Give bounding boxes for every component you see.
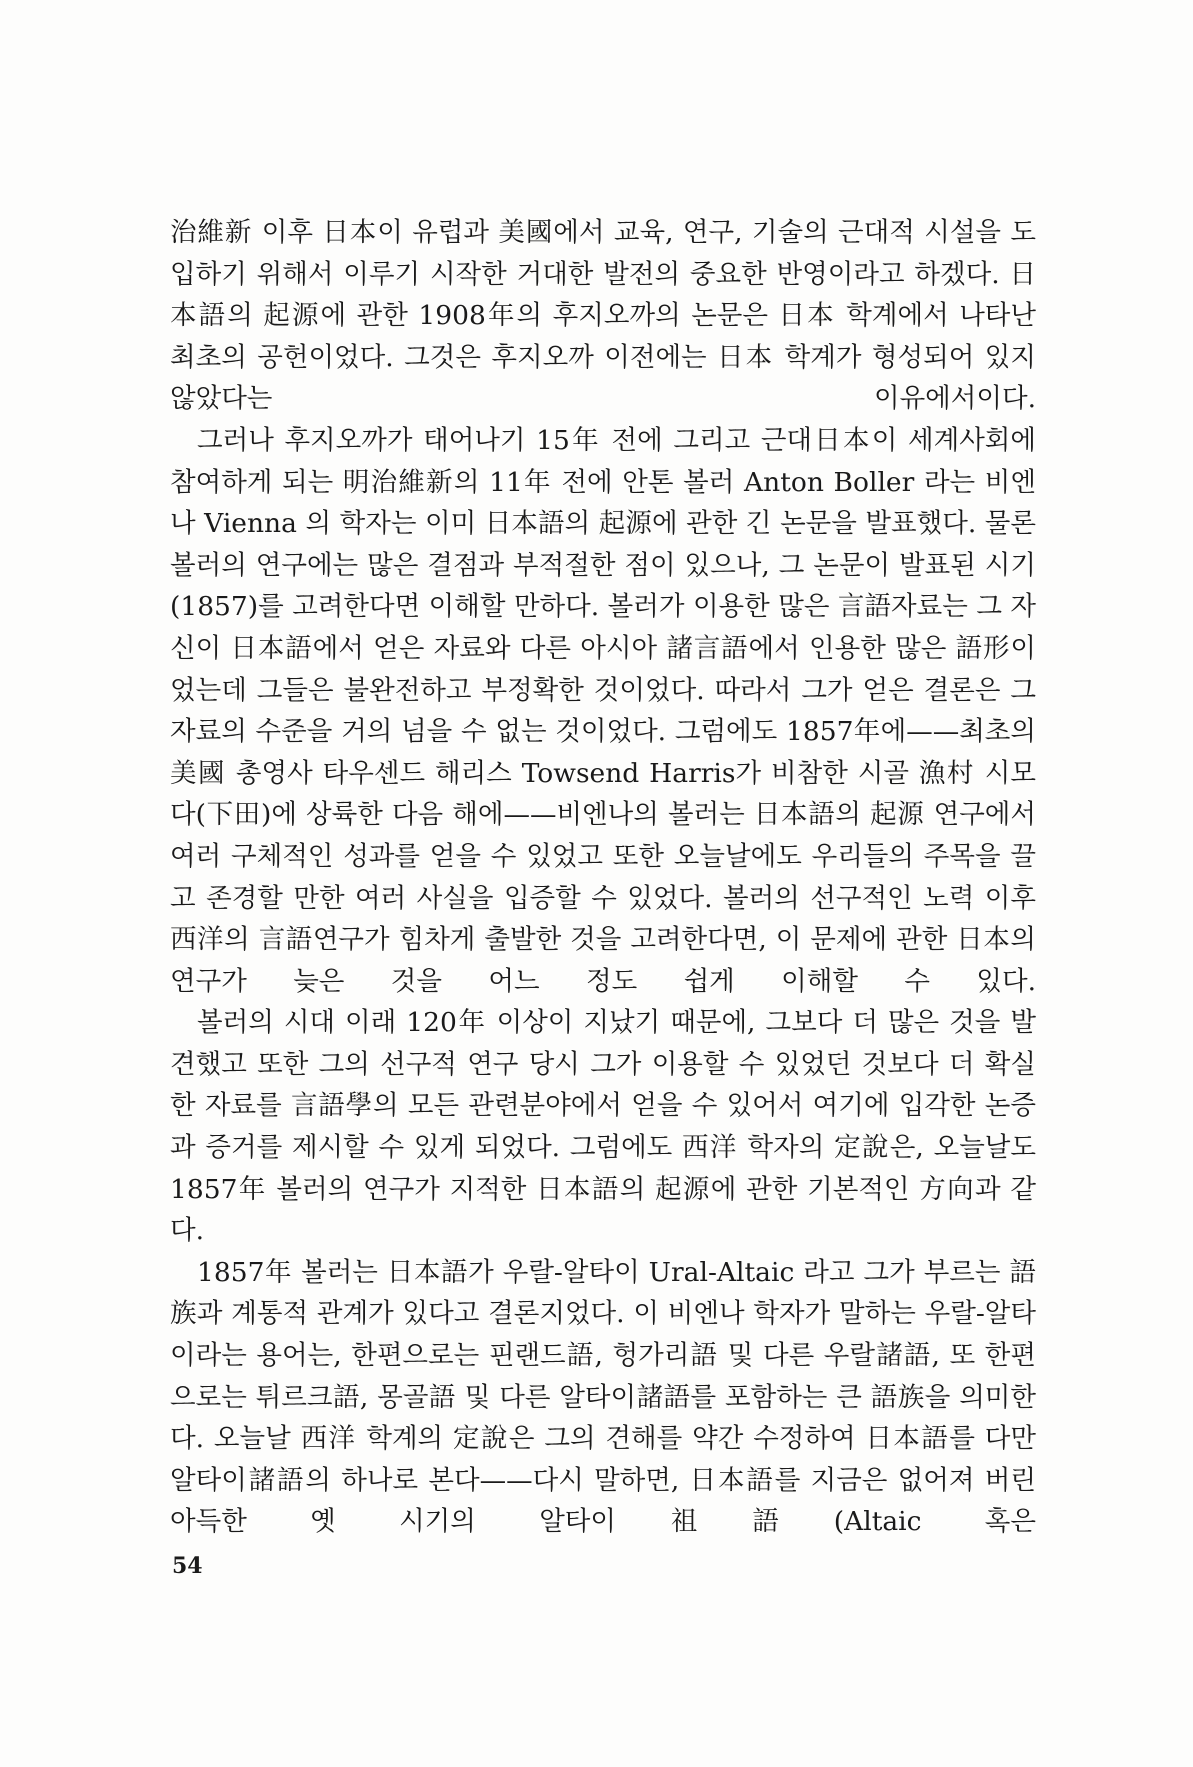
body-text xyxy=(170,212,1036,1543)
paragraph-3: 볼러의 시대 이래 120年 이상이 지났기 때문에, 그보다 더 많은 것을 발견했고 또한 그의 선구적 연구 당시 그가 이용할 수 있었던 것보다 더 확실한 자료를 言語學의 모든 관련분야에서 얻을 수 있어서 여기에 입각한 논증과 증거를 제시할 수 있게 되었다. 그럼에도 西洋 학자의 定說은, 오늘날도 1857年 볼러의 연구가 지적한 日本語의 起源에 관한 기본적인 方向과 같다. xyxy=(170,1007,1036,1247)
paragraph-1: 治維新 이후 日本이 유럽과 美國에서 교육, 연구, 기술의 근대적 시설을 도입하기 위해서 이루기 시작한 거대한 발전의 중요한 반영이라고 하겠다. 日本語의 起源에 관한 1908年의 후지오까의 논문은 日本 학계에서 나타난 최초의 공헌이었다. 그것은 후지오까 이전에는 日本 학계가 형성되어 있지 않았다는 이유에서이다. xyxy=(170,217,1036,415)
page-number: 54 xyxy=(172,1553,203,1579)
paragraph-2: 그러나 후지오까가 태어나기 15年 전에 그리고 근대日本이 세계사회에 참여하게 되는 明治維新의 11年 전에 안톤 볼러 Anton Boller 라는 비엔나 Vienna 의 학자는 이미 日本語의 起源에 관한 긴 논문을 발표했다. 물론 볼러의 연구에는 많은 결점과 부적절한 점이 있으나, 그 논문이 발표된 시기(1857)를 고려한다면 이해할 만하다. 볼러가 이용한 많은 言語자료는 그 자신이 日本語에서 얻은 자료와 다른 아시아 諸言語에서 인용한 많은 語形이었는데 그들은 불완전하고 부정확한 것이었다. 따라서 그가 얻은 결론은 그 자료의 수준을 거의 넘을 수 없는 것이었다. 그럼에도 1857年에——최초의 美國 총영사 타우센드 해리스 Towsend Harris가 비참한 시골 漁村 시모다(下田)에 상륙한 다음 해에——비엔나의 볼러는 日本語의 起源 연구에서 여러 구체적인 성과를 얻을 수 있었고 또한 오늘날에도 우리들의 주목을 끌고 존경할 만한 여러 사실을 입증할 수 있었다. 볼러의 선구적인 노력 이후 西洋의 言語연구가 힘차게 출발한 것을 고려한다면, 이 문제에 관한 日本의 연구가 늦은 것을 어느 정도 쉽게 이해할 수 있다. xyxy=(170,424,1037,997)
paragraph-4: 1857年 볼러는 日本語가 우랄-알타이 Ural-Altaic 라고 그가 부르는 語族과 계통적 관계가 있다고 결론지었다. 이 비엔나 학자가 말하는 우랄-알타이라는 용어는, 한편으로는 핀랜드語, 헝가리語 및 다른 우랄諸語, 또 한편으로는 튀르크語, 몽골語 및 다른 알타이諸語를 포함하는 큰 語族을 의미한다. 오늘날 西洋 학계의 定說은 그의 견해를 약간 수정하여 日本語를 다만 알타이諸語의 하나로 본다——다시 말하면, 日本語를 지금은 없어져 버린 아득한 옛 시기의 알타이祖語(Altaic 혹은 xyxy=(170,1256,1036,1538)
